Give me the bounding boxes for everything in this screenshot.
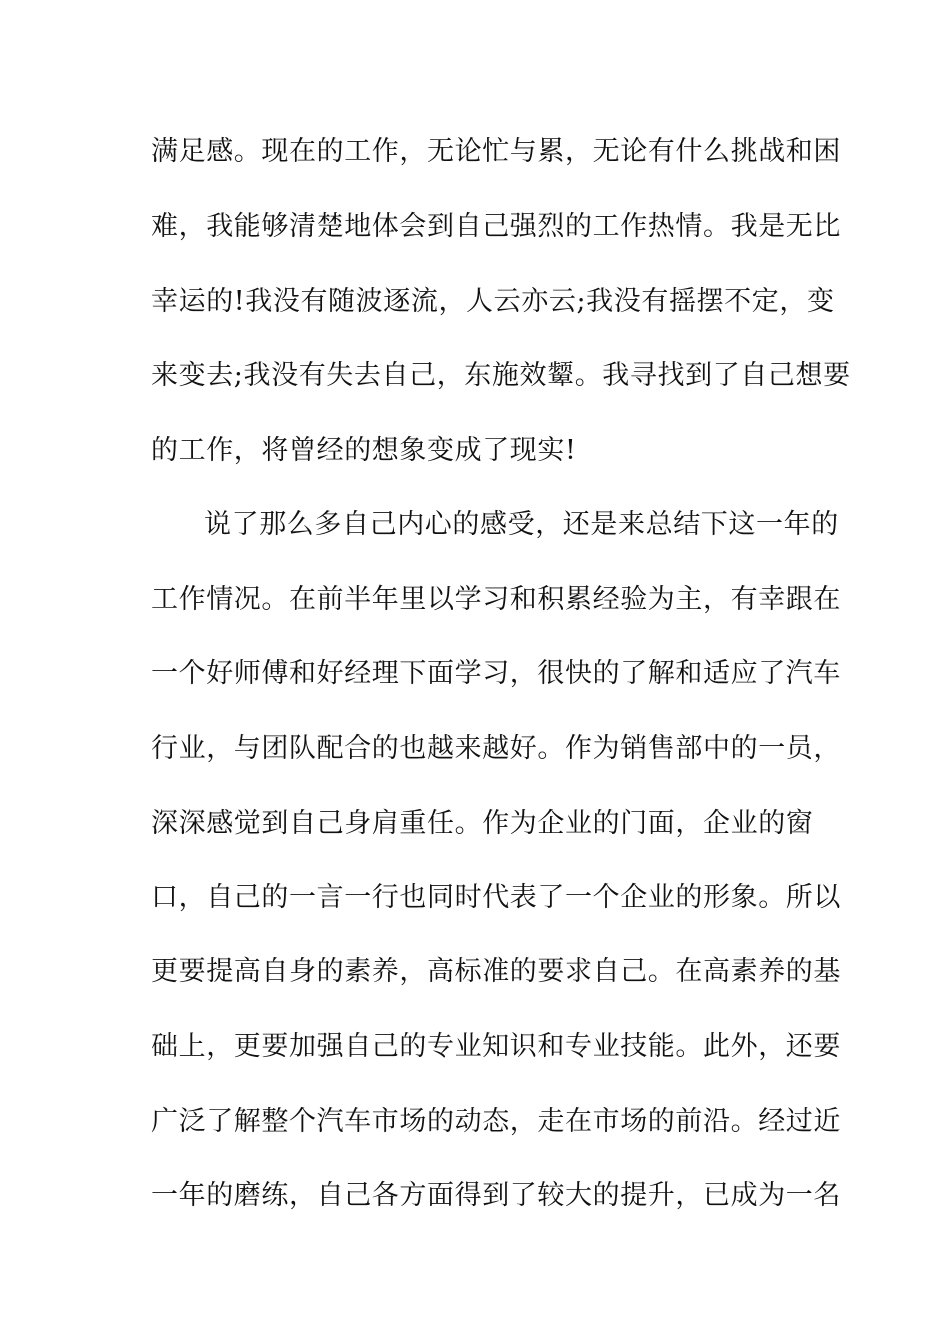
text-line: 行业，与团队配合的也越来越好。作为销售部中的一员， [151, 733, 841, 764]
text-line: 一年的磨练，自己各方面得到了较大的提升，已成为一名 [151, 1180, 841, 1211]
text-line: 工作情况。在前半年里以学习和积累经验为主，有幸跟在 [151, 584, 841, 615]
text-line: 深深感觉到自己身肩重任。作为企业的门面，企业的窗 [151, 808, 814, 839]
text-line: 广泛了解整个汽车市场的动态，走在市场的前沿。经过近 [151, 1106, 841, 1137]
text-line: 难，我能够清楚地体会到自己强烈的工作热情。我是无比 [151, 211, 841, 242]
text-line: 口，自己的一言一行也同时代表了一个企业的形象。所以 [151, 882, 841, 913]
text-line: 础上，更要加强自己的专业知识和专业技能。此外，还要 [151, 1031, 841, 1062]
text-line: 更要提高自身的素养，高标准的要求自己。在高素养的基 [151, 956, 841, 987]
text-line: 一个好师傅和好经理下面学习，很快的了解和适应了汽车 [151, 658, 841, 689]
paragraph-first-line: 说了那么多自己内心的感受，还是来总结下这一年的 [204, 509, 839, 540]
text-line: 来变去;我没有失去自己，东施效颦。我寻找到了自己想要 [151, 360, 851, 391]
text-line: 满足感。现在的工作，无论忙与累，无论有什么挑战和困 [151, 136, 841, 167]
text-line: 幸运的!我没有随波逐流，人云亦云;我没有摇摆不定，变 [151, 286, 835, 317]
text-line: 的工作，将曾经的想象变成了现实! [151, 435, 577, 466]
